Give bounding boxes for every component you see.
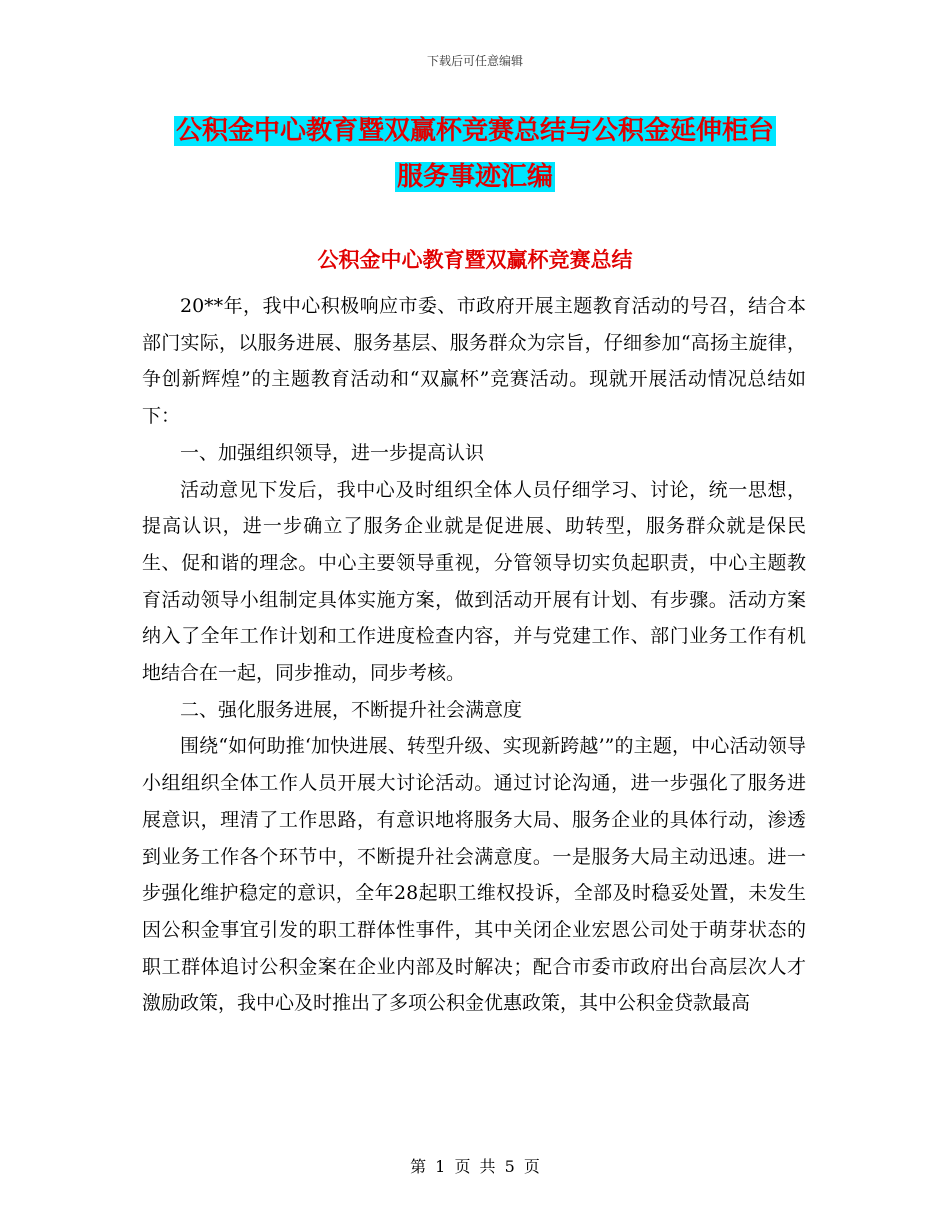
heading-two: 二、强化服务进展，不断提升社会满意度 <box>180 698 523 721</box>
paragraph-intro: 20**年，我中心积极响应市委、市政府开展主题教育活动的号召，结合本部门实际，以服务进展、服务基层、服务群众为宗旨，仔细参加“高扬主旋律，争创新辉煌”的主题教育活动和“双赢杯”竞赛活动。现就开展活动情况总结如下： <box>142 295 806 428</box>
document-title-line1: 公积金中心教育暨双赢杯竞赛总结与公积金延伸柜台 <box>175 116 774 146</box>
page-number: 第 1 页 共 5 页 <box>410 1157 540 1176</box>
document-body <box>142 288 806 1022</box>
section-title: 公积金中心教育暨双赢杯竞赛总结 <box>317 248 633 272</box>
page-header-note: 下载后可任意编辑 <box>426 54 523 68</box>
paragraph-one: 活动意见下发后，我中心及时组织全体人员仔细学习、讨论，统一思想，提高认识，进一步确立了服务企业就是促进展、助转型，服务群众就是保民生、促和谐的理念。中心主要领导重视，分管领导切实负起职责，中心主题教育活动领导小组制定具体实施方案，做到活动开展有计划、有步骤。活动方案纳入了全年工作计划和工作进度检查内容，并与党建工作、部门业务工作有机地结合在一起，同步推动，同步考核。 <box>142 478 806 685</box>
document-title <box>110 108 840 200</box>
paragraph-two: 围绕“如何助推‘加快进展、转型升级、实现新跨越’”的主题，中心活动领导小组组织全体工作人员开展大讨论活动。通过讨论沟通，进一步强化了服务进展意识，理清了工作思路，有意识地将服务大局、服务企业的具体行动，渗透到业务工作各个环节中，不断提升社会满意度。一是服务大局主动迅速。进一步强化维护稳定的意识，全年28起职工维权投诉，全部及时稳妥处置，未发生因公积金事宜引发的职工群体性事件，其中关闭企业宏恩公司处于萌芽状态的职工群体追讨公积金案在企业内部及时解决；配合市委市政府出台高层次人才激励政策，我中心及时推出了多项公积金优惠政策，其中公积金贷款最高 <box>142 735 806 1015</box>
document-title-line2: 服务事迹汇编 <box>396 162 553 192</box>
heading-one: 一、加强组织领导，进一步提高认识 <box>180 441 485 464</box>
